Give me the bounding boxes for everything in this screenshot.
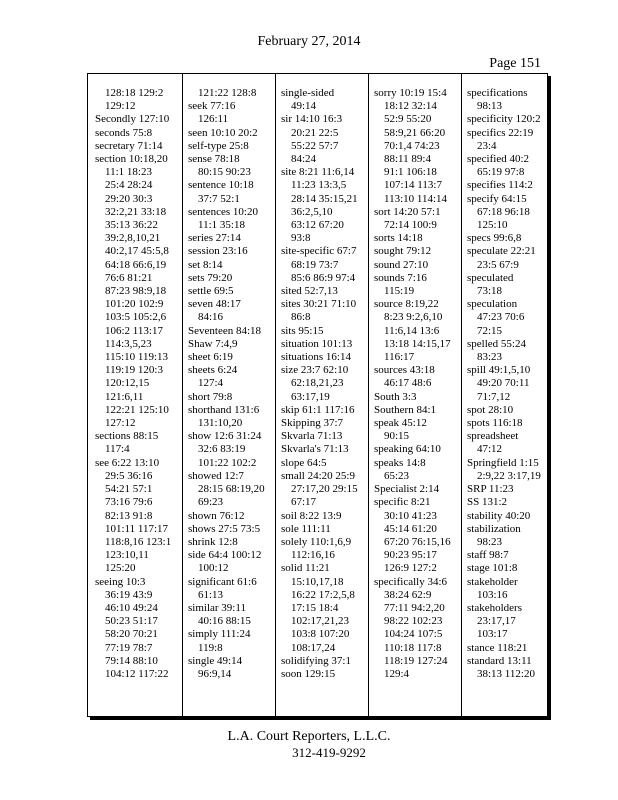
index-page-refs: 91:1 106:18 xyxy=(384,166,437,179)
index-entry: sole 111:11 xyxy=(281,522,331,535)
index-page-refs: 23:4 xyxy=(477,139,497,152)
index-entry: seen 10:10 20:2 xyxy=(188,126,258,139)
index-entry: SS 131:2 xyxy=(467,496,508,509)
index-page-refs: 11:1 18:23 xyxy=(105,166,152,179)
index-page-refs: 84:24 xyxy=(291,153,317,166)
index-entry: stance 118:21 xyxy=(467,641,528,654)
index-page-refs: 107:14 113:7 xyxy=(384,179,442,192)
index-entry: sentences 10:20 xyxy=(188,205,258,218)
index-page-refs: 73:18 xyxy=(477,285,503,298)
index-page-refs: 45:14 61:20 xyxy=(384,522,437,535)
index-page-refs: 121:22 128:8 xyxy=(198,87,257,99)
index-entry: small 24:20 25:9 xyxy=(281,469,355,482)
index-page-refs: 58:20 70:21 xyxy=(105,628,158,641)
index-page-refs: 52:9 55:20 xyxy=(384,113,432,126)
index-entry: sought 79:12 xyxy=(374,245,432,258)
index-page-refs: 86:8 xyxy=(291,311,311,324)
index-page-refs: 73:16 79:6 xyxy=(105,496,153,509)
index-entry: secretary 71:14 xyxy=(95,139,163,152)
index-page-refs: 114:3,5,23 xyxy=(105,337,152,350)
index-page-refs: 13:18 14:15,17 xyxy=(384,337,451,350)
index-column-5 xyxy=(467,87,547,681)
index-page-refs: 2:9,22 3:17,19 xyxy=(477,469,541,482)
index-entry: shorthand 131:6 xyxy=(188,403,260,416)
index-entry: speculation xyxy=(467,298,518,311)
index-entry: Southern 84:1 xyxy=(374,403,437,416)
index-page-refs: 122:21 125:10 xyxy=(105,403,169,416)
index-page-refs: 15:10,17,18 xyxy=(291,575,344,588)
index-entry: Seventeen 84:18 xyxy=(188,324,262,337)
index-entry: specifies 114:2 xyxy=(467,179,533,192)
index-page-refs: 39:2,8,10,21 xyxy=(105,232,161,245)
index-page-refs: 121:6,11 xyxy=(105,390,144,403)
index-entry: stage 101:8 xyxy=(467,562,518,575)
index-page-refs: 98:23 xyxy=(477,535,503,548)
index-entry: simply 111:24 xyxy=(188,628,251,641)
index-entry: speaks 14:8 xyxy=(374,456,426,469)
index-page-refs: 118:8,16 123:1 xyxy=(105,535,172,548)
index-page-refs: 103:8 107:20 xyxy=(291,628,350,641)
index-entry: situations 16:14 xyxy=(281,351,351,364)
index-page-refs: 64:18 66:6,19 xyxy=(105,258,167,271)
index-entry: specifically 34:6 xyxy=(374,575,448,588)
index-entry: short 79:8 xyxy=(188,390,233,403)
index-page-refs: 29:20 30:3 xyxy=(105,192,153,205)
index-page-refs: 67:20 76:15,16 xyxy=(384,535,451,548)
index-page-refs: 36:19 43:9 xyxy=(105,588,153,601)
index-page-refs: 38:13 112:20 xyxy=(477,667,535,680)
index-page-refs: 8:23 9:2,6,10 xyxy=(384,311,443,324)
index-page-refs: 98:13 xyxy=(477,100,503,113)
index-entry: shrink 12:8 xyxy=(188,535,238,548)
index-entry: solidifying 37:1 xyxy=(281,654,351,667)
index-entry: spelled 55:24 xyxy=(467,337,526,350)
index-page-refs: 27:17,20 29:15 xyxy=(291,483,358,496)
index-page-refs: 47:12 xyxy=(477,443,503,456)
index-page-refs: 119:8 xyxy=(198,641,223,654)
index-page-refs: 67:17 xyxy=(291,496,317,509)
index-entry: single-sided xyxy=(281,87,335,99)
index-page-refs: 127:12 xyxy=(105,417,136,430)
index-entry: Shaw 7:4,9 xyxy=(188,337,238,350)
index-page-refs: 28:15 68:19,20 xyxy=(198,483,265,496)
index-page-refs: 17:15 18:4 xyxy=(291,601,339,614)
index-entry: sets 79:20 xyxy=(188,271,233,284)
index-page-refs: 11:1 35:18 xyxy=(198,219,245,232)
index-page-refs: 50:23 51:17 xyxy=(105,615,158,628)
index-entry: spot 28:10 xyxy=(467,403,514,416)
index-page-refs: 106:2 113:17 xyxy=(105,324,163,337)
index-page-refs: 80:15 90:23 xyxy=(198,166,251,179)
index-entry: set 8:14 xyxy=(188,258,223,271)
index-entry: spill 49:1,5,10 xyxy=(467,364,531,377)
index-entry: shown 76:12 xyxy=(188,509,245,522)
index-page-refs: 70:1,4 74:23 xyxy=(384,139,440,152)
index-entry: sentence 10:18 xyxy=(188,179,254,192)
index-entry: sites 30:21 71:10 xyxy=(281,298,357,311)
index-entry: source 8:19,22 xyxy=(374,298,439,311)
index-page-refs: 76:6 81:21 xyxy=(105,271,153,284)
index-entry: see 6:22 13:10 xyxy=(95,456,160,469)
index-column-4 xyxy=(374,87,464,681)
index-page-refs: 37:7 52:1 xyxy=(198,192,240,205)
index-page-refs: 77:11 94:2,20 xyxy=(384,601,445,614)
index-entry: slope 64:5 xyxy=(281,456,327,469)
column-divider xyxy=(368,74,369,716)
index-entry: Skvarla 71:13 xyxy=(281,430,343,443)
column-divider xyxy=(275,74,276,716)
index-page-refs: 90:23 95:17 xyxy=(384,549,437,562)
index-entry: situation 101:13 xyxy=(281,337,353,350)
index-entry: stakeholder xyxy=(467,575,518,588)
index-page-refs: 82:13 91:8 xyxy=(105,509,153,522)
index-page-refs: 103:16 xyxy=(477,588,508,601)
index-entry: sort 14:20 57:1 xyxy=(374,205,441,218)
index-page-refs: 104:24 107:5 xyxy=(384,628,443,641)
index-page-refs: 32:6 83:19 xyxy=(198,443,246,456)
index-page-refs: 93:8 xyxy=(291,232,311,245)
index-entry: sorts 14:18 xyxy=(374,232,423,245)
index-entry: show 12:6 31:24 xyxy=(188,430,262,443)
index-entry: specified 40:2 xyxy=(467,153,530,166)
index-page-refs: 83:23 xyxy=(477,351,503,364)
index-page-refs: 129:4 xyxy=(384,667,410,680)
index-page-refs: 110:18 117:8 xyxy=(384,641,442,654)
index-entry: Springfield 1:15 xyxy=(467,456,539,469)
index-entry: speculated xyxy=(467,271,514,284)
index-entry: specify 64:15 xyxy=(467,192,527,205)
index-page-refs: 16:22 17:2,5,8 xyxy=(291,588,355,601)
column-divider xyxy=(182,74,183,716)
index-page-refs: 85:6 86:9 97:4 xyxy=(291,271,356,284)
index-entry: showed 12:7 xyxy=(188,469,244,482)
index-page-refs: 68:19 73:7 xyxy=(291,258,339,271)
index-page-refs: 72:15 xyxy=(477,324,503,337)
index-page-refs: 116:17 xyxy=(384,351,415,364)
index-entry: stability 40:20 xyxy=(467,509,531,522)
index-page-refs: 118:19 127:24 xyxy=(384,654,448,667)
index-page-refs: 46:17 48:6 xyxy=(384,377,432,390)
index-entry: specs 99:6,8 xyxy=(467,232,522,245)
index-entry: sections 88:15 xyxy=(95,430,159,443)
index-column-3 xyxy=(281,87,367,681)
index-page-refs: 115:19 xyxy=(384,285,415,298)
index-entry: self-type 25:8 xyxy=(188,139,249,152)
index-page-refs: 58:9,21 66:20 xyxy=(384,126,446,139)
index-entry: site-specific 67:7 xyxy=(281,245,357,258)
index-entry: SRP 11:23 xyxy=(467,483,514,496)
index-entry: stakeholders xyxy=(467,601,522,614)
index-page-refs: 101:20 102:9 xyxy=(105,298,164,311)
index-page-refs: 35:13 36:22 xyxy=(105,219,158,232)
index-page-refs: 113:10 114:14 xyxy=(384,192,448,205)
index-page-refs: 72:14 100:9 xyxy=(384,219,437,232)
index-page-refs: 40:16 88:15 xyxy=(198,615,251,628)
index-entry: sense 78:18 xyxy=(188,153,240,166)
index-entry: sound 27:10 xyxy=(374,258,429,271)
index-entry: Secondly 127:10 xyxy=(95,113,170,126)
index-page-refs: 126:9 127:2 xyxy=(384,562,437,575)
index-entry: similar 39:11 xyxy=(188,601,246,614)
reporter-phone: 312-419-9292 xyxy=(292,745,366,760)
reporter-company: L.A. Court Reporters, L.L.C. xyxy=(227,729,391,744)
index-page-refs: 120:12,15 xyxy=(105,377,150,390)
index-page-refs: 11:6,14 13:6 xyxy=(384,324,440,337)
index-entry: sited 52:7,13 xyxy=(281,285,338,298)
index-page-refs: 47:23 70:6 xyxy=(477,311,525,324)
index-entry: specificity 120:2 xyxy=(467,113,541,126)
index-entry: sits 95:15 xyxy=(281,324,324,337)
index-entry: solely 110:1,6,9 xyxy=(281,535,352,548)
index-page-refs: 127:4 xyxy=(198,377,224,390)
index-entry: single 49:14 xyxy=(188,654,243,667)
index-page-refs: 129:12 xyxy=(105,100,136,113)
index-page-refs: 32:2,21 33:18 xyxy=(105,205,167,218)
index-entry: seeing 10:3 xyxy=(95,575,146,588)
index-page-refs: 69:23 xyxy=(198,496,224,509)
index-entry: sheet 6:19 xyxy=(188,351,233,364)
index-page-refs: 119:19 120:3 xyxy=(105,364,163,377)
index-page-refs: 101:11 117:17 xyxy=(105,522,169,535)
index-column-2 xyxy=(188,87,270,681)
index-column-1 xyxy=(95,87,177,681)
index-page-refs: 84:16 xyxy=(198,311,224,324)
index-page-refs: 125:20 xyxy=(105,562,136,575)
index-entry: site 8:21 11:6,14 xyxy=(281,166,355,179)
index-page-refs: 117:4 xyxy=(105,443,130,456)
index-page-refs: 103:5 105:2,6 xyxy=(105,311,167,324)
index-entry: side 64:4 100:12 xyxy=(188,549,262,562)
index-page-refs: 54:21 57:1 xyxy=(105,483,153,496)
index-page-refs: 40:2,17 45:5,8 xyxy=(105,245,169,258)
index-entry: staff 98:7 xyxy=(467,549,509,562)
index-entry: speaking 64:10 xyxy=(374,443,441,456)
index-page-refs: 55:22 57:7 xyxy=(291,139,339,152)
index-page-refs: 112:16,16 xyxy=(291,549,335,562)
transcript-date: February 27, 2014 xyxy=(257,34,361,49)
index-entry: soil 8:22 13:9 xyxy=(281,509,342,522)
index-page-refs: 125:10 xyxy=(477,219,508,232)
index-entry: session 23:16 xyxy=(188,245,248,258)
index-entry: speculate 22:21 xyxy=(467,245,536,258)
index-page-refs: 63:12 67:20 xyxy=(291,219,344,232)
index-page-refs: 131:10,20 xyxy=(198,417,243,430)
index-page-refs: 87:23 98:9,18 xyxy=(105,285,167,298)
index-entry: section 10:18,20 xyxy=(95,153,168,166)
index-page-refs: 126:11 xyxy=(198,113,229,126)
index-entry: Skipping 37:7 xyxy=(281,417,344,430)
index-page-refs: 11:23 13:3,5 xyxy=(291,179,347,192)
index-entry: specifications xyxy=(467,87,528,99)
index-page-refs: 25:4 28:24 xyxy=(105,179,153,192)
index-entry: standard 13:11 xyxy=(467,654,532,667)
index-page-refs: 103:17 xyxy=(477,628,508,641)
index-page-refs: 102:17,21,23 xyxy=(291,615,350,628)
index-entry: significant 61:6 xyxy=(188,575,257,588)
index-page-refs: 61:13 xyxy=(198,588,224,601)
index-entry: sorry 10:19 15:4 xyxy=(374,87,447,99)
index-page-refs: 128:18 129:2 xyxy=(105,87,164,99)
index-entry: speak 45:12 xyxy=(374,417,427,430)
index-page-refs: 46:10 49:24 xyxy=(105,601,158,614)
index-page-refs: 36:2,5,10 xyxy=(291,205,333,218)
index-page-refs: 63:17,19 xyxy=(291,390,330,403)
index-page-refs: 20:21 22:5 xyxy=(291,126,339,139)
index-page-refs: 90:15 xyxy=(384,430,410,443)
index-page-refs: 38:24 62:9 xyxy=(384,588,432,601)
index-page-refs: 65:23 xyxy=(384,469,410,482)
index-page-refs: 88:11 89:4 xyxy=(384,153,431,166)
index-entry: solid 11:21 xyxy=(281,562,330,575)
index-entry: spreadsheet xyxy=(467,430,519,443)
index-entry: seconds 75:8 xyxy=(95,126,153,139)
index-page-refs: 29:5 36:16 xyxy=(105,469,153,482)
page-number: Page 151 xyxy=(489,56,541,71)
index-page-refs: 101:22 102:2 xyxy=(198,456,257,469)
index-entry: sheets 6:24 xyxy=(188,364,238,377)
index-page-refs: 49:14 xyxy=(291,100,317,113)
index-entry: seven 48:17 xyxy=(188,298,241,311)
index-page-refs: 49:20 70:11 xyxy=(477,377,530,390)
index-entry: sounds 7:16 xyxy=(374,271,427,284)
index-entry: sources 43:18 xyxy=(374,364,435,377)
index-page-refs: 23:17,17 xyxy=(477,615,516,628)
index-entry: Skvarla's 71:13 xyxy=(281,443,349,456)
index-page-refs: 77:19 78:7 xyxy=(105,641,153,654)
index-page-refs: 62:18,21,23 xyxy=(291,377,344,390)
index-page-refs: 71:7,12 xyxy=(477,390,511,403)
index-entry: sir 14:10 16:3 xyxy=(281,113,343,126)
index-entry: specific 8:21 xyxy=(374,496,431,509)
index-page-refs: 65:19 97:8 xyxy=(477,166,525,179)
index-entry: settle 69:5 xyxy=(188,285,234,298)
index-entry: spots 116:18 xyxy=(467,417,523,430)
index-entry: series 27:14 xyxy=(188,232,241,245)
index-page-refs: 96:9,14 xyxy=(198,667,232,680)
index-page-refs: 115:10 119:13 xyxy=(105,351,169,364)
index-page-refs: 30:10 41:23 xyxy=(384,509,437,522)
index-entry: seek 77:16 xyxy=(188,100,236,113)
index-page-refs: 123:10,11 xyxy=(105,549,149,562)
index-entry: specifics 22:19 xyxy=(467,126,534,139)
index-page-refs: 108:17,24 xyxy=(291,641,336,654)
index-entry: Specialist 2:14 xyxy=(374,483,440,496)
index-entry: skip 61:1 117:16 xyxy=(281,403,355,416)
index-entry: shows 27:5 73:5 xyxy=(188,522,261,535)
index-page-refs: 28:14 35:15,21 xyxy=(291,192,358,205)
index-page-refs: 98:22 102:23 xyxy=(384,615,443,628)
index-entry: stabilization xyxy=(467,522,521,535)
index-page-refs: 104:12 117:22 xyxy=(105,667,169,680)
index-entry: soon 129:15 xyxy=(281,667,336,680)
index-page-refs: 67:18 96:18 xyxy=(477,205,530,218)
index-page-refs: 79:14 88:10 xyxy=(105,654,158,667)
index-page-refs: 23:5 67:9 xyxy=(477,258,519,271)
index-entry: size 23:7 62:10 xyxy=(281,364,349,377)
word-index-box xyxy=(87,73,548,717)
index-page-refs: 100:12 xyxy=(198,562,229,575)
index-entry: South 3:3 xyxy=(374,390,417,403)
index-page-refs: 18:12 32:14 xyxy=(384,100,437,113)
